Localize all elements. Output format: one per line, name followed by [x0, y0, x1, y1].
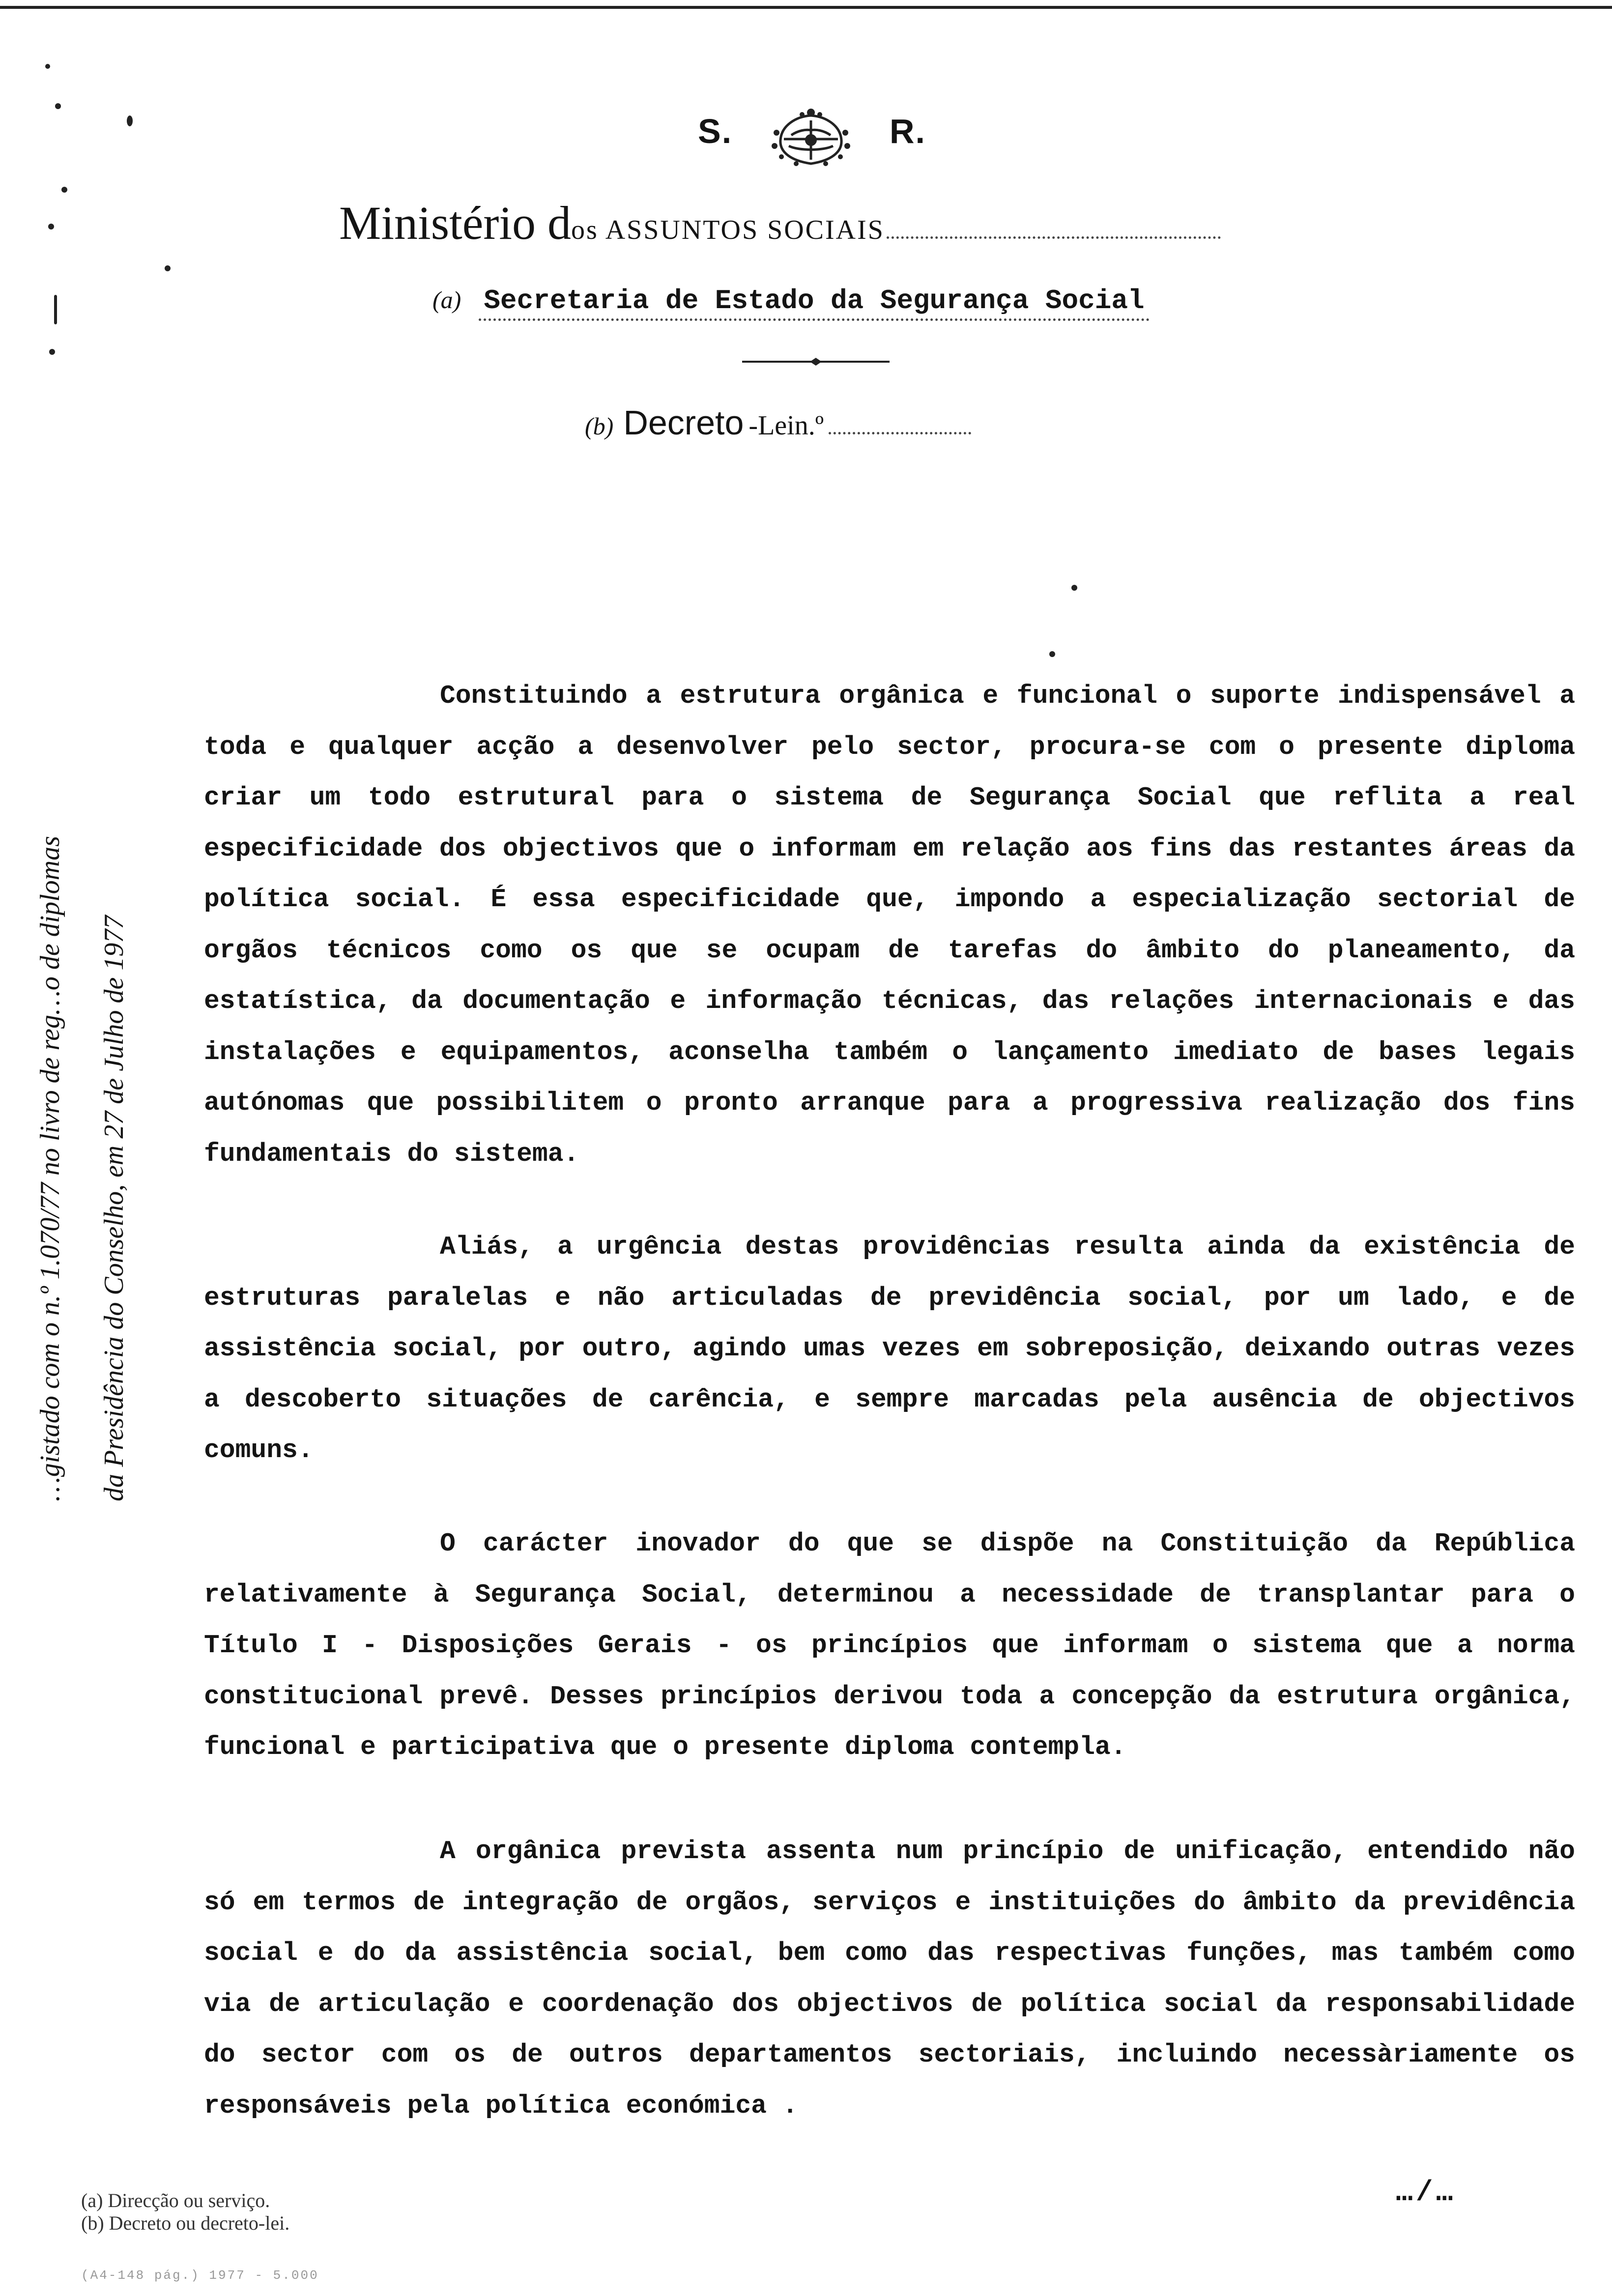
- continuation-mark: …/…: [1396, 2177, 1456, 2209]
- top-rule: [0, 6, 1612, 9]
- body-paragraph-3: O carácter inovador do que se dispõe na Constituição da República relativamente à Segurança Social, determinou a necessidade de transplantar para o Título I - Disposições Gerais - os princípios que informam o sistema que a norma constitucional prevê. Desses princípios derivou toda a concepção da estrutura orgânica, funcional e participativa que o presente diploma contempla.: [204, 1529, 1575, 1762]
- decree-number-blank: [829, 432, 971, 434]
- footnotes: [81, 2189, 769, 2235]
- scan-speck: [127, 115, 133, 126]
- secretaria-value: Secretaria de Estado da Segurança Social: [479, 285, 1149, 321]
- secretaria-line: [432, 285, 1219, 324]
- ministry-value: os ASSUNTOS SOCIAIS: [571, 215, 885, 245]
- footnote-b: (b) Decreto ou decreto-lei.: [81, 2212, 290, 2234]
- scan-speck: [49, 349, 55, 355]
- footnote-mark-b: (b): [585, 412, 614, 440]
- registration-stamp-line-2: da Presidência do Conselho, em 27 de Julho de 1977: [99, 915, 129, 1501]
- scan-speck: [1049, 651, 1055, 657]
- scan-speck: [61, 187, 67, 193]
- scan-speck: [165, 265, 171, 271]
- decree-line: [585, 403, 1052, 447]
- registration-stamp: [20, 617, 167, 1501]
- footnote-mark-a: (a): [432, 286, 461, 314]
- scan-speck: [48, 224, 54, 230]
- letterhead-monogram: [698, 106, 924, 170]
- body-paragraph-2: Aliás, a urgência destas providências resulta ainda da existência de estruturas paralelas e não articuladas de previdência social, por um lado, e de assistência social, por outro, agindo umas vezes em sobreposição, deixando outras vezes a descoberto situações de carência, e sempre marcadas pela ausência de objectivos comuns.: [204, 1232, 1575, 1465]
- decree-label: Decreto: [623, 403, 744, 442]
- registration-stamp-line-1: …gistado com o n.º 1.070/77 no livro de reg…o de diplomas: [35, 835, 65, 1501]
- monogram-right: R.: [890, 112, 926, 150]
- divider-ornament: [742, 357, 890, 367]
- ministry-label: Ministério: [339, 197, 536, 249]
- form-code: (A4-148 pág.) 1977 - 5.000: [81, 2268, 319, 2283]
- ministry-connector: d: [547, 197, 571, 249]
- ministry-line: [339, 196, 1283, 250]
- monogram-left: S.: [698, 112, 733, 150]
- body-paragraph-4: A orgânica prevista assenta num princípio de unificação, entendido não só em termos de integração de orgãos, serviços e instituições do âmbito da previdência social e do da assistência social, bem como das respectivas funções, mas também como via de articulação e coordenação dos objectivos de política social da responsabilidade do sector com os de outros departamentos sectoriais, incluindo necessàriamente os responsáveis pela política económica .: [204, 1837, 1575, 2121]
- scan-speck: [45, 64, 50, 69]
- ministry-dotted-leader: [887, 236, 1221, 239]
- decree-suffix: -Lein.º: [748, 410, 824, 441]
- scan-speck: [1071, 585, 1077, 591]
- coat-of-arms-icon: [762, 106, 860, 170]
- footnote-a: (a) Direcção ou serviço.: [81, 2189, 270, 2211]
- scan-speck: [55, 103, 61, 109]
- scan-speck: [54, 295, 57, 324]
- body-paragraph-1: Constituindo a estrutura orgânica e funcional o suporte indispensável a toda e qualquer acção a desenvolver pelo sector, procura-se com o presente diploma criar um todo estrutural para o sistema de Segurança Social que reflita a real especificidade dos objectivos que o informam em relação aos fins das restantes áreas da política social. É essa especificidade que, impondo a especialização sectorial de orgãos técnicos como os que se ocupam de tarefas do âmbito do planeamento, da estatística, da documentação e informação técnicas, das relações internacionais e das instalações e equipamentos, aconselha também o lançamento imediato de bases legais autónomas que possibilitem o pronto arranque para a progressiva realização dos fins fundamentais do sistema.: [204, 681, 1575, 1169]
